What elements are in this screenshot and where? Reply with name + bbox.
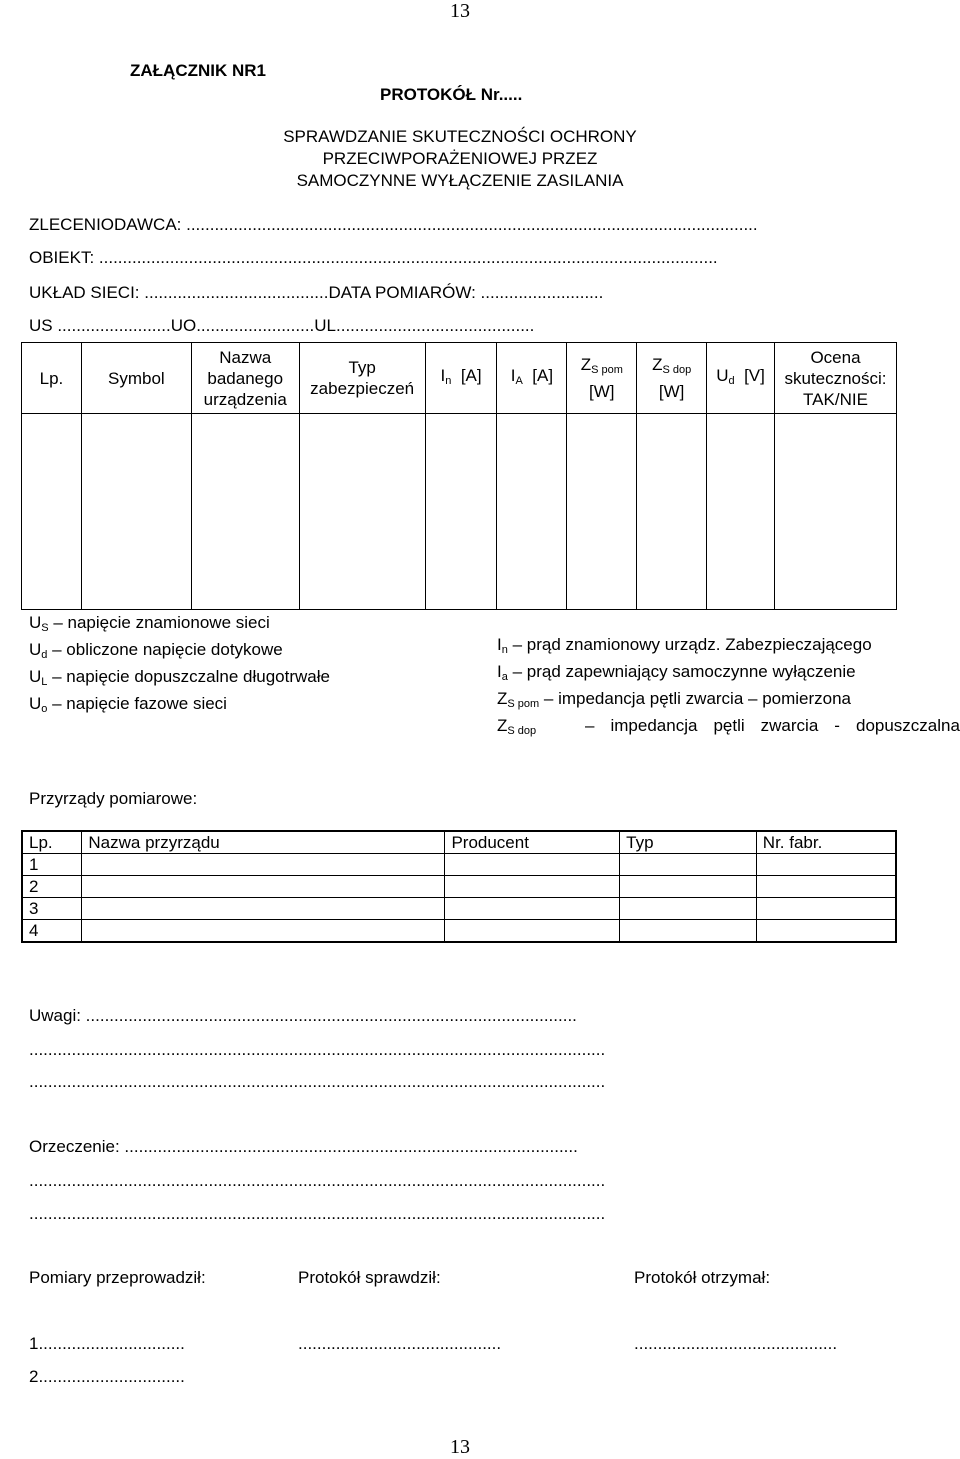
header-zs-pom: [567, 343, 637, 414]
unit: [W]: [658, 382, 685, 401]
remarks-line: ..........................................................................................................................: [29, 1072, 606, 1091]
header-line: skuteczności:: [784, 368, 887, 388]
table-row: [22, 920, 896, 943]
page-number-bottom: 13: [450, 1436, 470, 1458]
protocol-title: PROTOKÓŁ Nr.....: [380, 85, 523, 104]
table-cell[interactable]: [756, 854, 896, 876]
header-lp: Lp.: [22, 831, 82, 854]
measurement-table: [21, 342, 897, 610]
row-number: 1: [22, 854, 82, 876]
header-symbol: Symbol: [81, 343, 191, 414]
row-number: 3: [22, 898, 82, 920]
unit: [W]: [589, 382, 615, 401]
header-producer: Producent: [445, 831, 620, 854]
header-line: TAK/NIE: [803, 389, 868, 409]
signature-performed-label: Pomiary przeprowadził:: [29, 1268, 206, 1287]
legend-right: [497, 634, 960, 742]
header-ud: [707, 343, 775, 414]
header-line: urządzenia: [203, 389, 287, 409]
table-cell[interactable]: [620, 876, 757, 898]
subtitle-line: SAMOCZYNNE WYŁĄCZENIE ZASILANIA: [296, 171, 624, 190]
legend-item: $U_o$ – napięcie fazowe sieci: [29, 694, 227, 715]
table-cell[interactable]: [756, 920, 896, 943]
table-cell[interactable]: [445, 854, 620, 876]
row-number: 2: [22, 876, 82, 898]
header-line: Typ: [348, 358, 376, 377]
header-lp: Lp.: [22, 343, 82, 414]
unit: [A]: [460, 365, 482, 385]
header-line: zabezpieczeń: [310, 379, 415, 398]
object-field: OBIEKT: ...................................................................................................................................: [29, 248, 718, 267]
table-cell[interactable]: [620, 854, 757, 876]
header-ia: [497, 343, 567, 414]
table-cell[interactable]: [620, 920, 757, 943]
header-line: Ocena: [810, 347, 861, 367]
symbol-sub: d: [728, 374, 735, 387]
table-cell[interactable]: [637, 414, 707, 610]
header-line: badanego: [207, 368, 284, 388]
header-evaluation: [774, 343, 896, 414]
table-cell[interactable]: [81, 414, 191, 610]
table-cell[interactable]: [22, 414, 82, 610]
header-in: [425, 343, 497, 414]
header-serial-number: Nr. fabr.: [756, 831, 896, 854]
page-number-top: 13: [450, 0, 470, 22]
table-cell[interactable]: [425, 414, 497, 610]
decision-label: Orzeczenie: ................................................................................................: [29, 1137, 578, 1156]
table-header-row: [22, 343, 897, 414]
legend-item: $Z_{S dop}$ – impedancja pętli zwarcia - dopuszczalna: [497, 716, 960, 737]
signature-performed-line: 2...............................: [29, 1367, 185, 1386]
unit: [A]: [532, 365, 554, 385]
table-cell[interactable]: [299, 414, 425, 610]
client-field: ZLECENIODAWCA: .........................................................................................................................: [29, 215, 758, 234]
remarks-label: Uwagi: ........................................................................................................: [29, 1006, 577, 1025]
unit: [V]: [744, 365, 765, 385]
header-type: Typ: [620, 831, 757, 854]
subtitle-line: PRZECIWPORAŻENIOWEJ PRZEZ: [322, 149, 598, 168]
table-cell[interactable]: [567, 414, 637, 610]
header-protection-type: [299, 343, 425, 414]
table-cell[interactable]: [191, 414, 299, 610]
decision-line: ..........................................................................................................................: [29, 1204, 606, 1223]
symbol-sub: S dop: [662, 364, 692, 376]
symbol-main: I: [510, 365, 516, 385]
table-row: [22, 854, 896, 876]
voltages-field: US ........................UO.........................UL..........................................: [29, 316, 535, 335]
legend-item: $U_d$ – obliczone napięcie dotykowe: [29, 640, 283, 661]
table-cell[interactable]: [707, 414, 775, 610]
signature-received-label: Protokół otrzymał:: [634, 1268, 771, 1287]
symbol-main: I: [440, 365, 446, 385]
symbol-sub: S pom: [591, 364, 623, 376]
legend-item: $U_L$ – napięcie dopuszczalne długotrwałe: [29, 667, 330, 688]
legend-left: [29, 612, 330, 720]
table-cell[interactable]: [445, 898, 620, 920]
header-device-name: [191, 343, 299, 414]
table-cell[interactable]: [774, 414, 896, 610]
signature-performed-line: 1...............................: [29, 1334, 185, 1353]
signature-checked-line: ...........................................: [298, 1334, 502, 1353]
instruments-label: Przyrządy pomiarowe:: [29, 789, 198, 808]
table-cell[interactable]: [82, 876, 445, 898]
legend-item: $I_a$ – prąd zapewniający samoczynne wyłączenie: [497, 662, 856, 683]
header-zs-dop: [637, 343, 707, 414]
table-row: [22, 898, 896, 920]
table-cell[interactable]: [620, 898, 757, 920]
instruments-table: [21, 830, 897, 943]
table-cell[interactable]: [82, 920, 445, 943]
remarks-line: ..........................................................................................................................: [29, 1040, 606, 1059]
network-date-field: UKŁAD SIECI: .......................................DATA POMIARÓW: ..........................: [29, 283, 604, 302]
table-cell[interactable]: [82, 854, 445, 876]
symbol-main: Z: [652, 355, 663, 374]
signature-received-line: ...........................................: [634, 1334, 838, 1353]
header-instrument-name: Nazwa przyrządu: [82, 831, 445, 854]
symbol-main: U: [716, 365, 729, 385]
symbol-sub: A: [515, 374, 523, 387]
legend-item: $U_S$ – napięcie znamionowe sieci: [29, 613, 270, 634]
table-cell[interactable]: [756, 898, 896, 920]
header-line: Nazwa: [219, 347, 272, 367]
legend-item: $Z_{S pom}$ – impedancja pętli zwarcia – pomierzona: [497, 689, 852, 710]
table-header-row: [22, 831, 896, 854]
symbol-main: Z: [580, 355, 592, 374]
symbol-sub: n: [445, 374, 452, 387]
document-subtitle: [0, 126, 920, 192]
table-row: [22, 876, 896, 898]
signature-checked-label: Protokół sprawdził:: [298, 1268, 441, 1287]
row-number: 4: [22, 920, 82, 943]
decision-line: ..........................................................................................................................: [29, 1171, 606, 1190]
table-body-row: [22, 414, 897, 610]
subtitle-line: SPRAWDZANIE SKUTECZNOŚCI OCHRONY: [283, 127, 637, 146]
table-cell[interactable]: [445, 920, 620, 943]
table-cell[interactable]: [445, 876, 620, 898]
table-cell[interactable]: [756, 876, 896, 898]
legend-item: $I_n$ – prąd znamionowy urządz. Zabezpieczającego: [497, 635, 872, 656]
table-cell[interactable]: [497, 414, 567, 610]
annex-title: ZAŁĄCZNIK NR1: [130, 61, 266, 80]
table-cell[interactable]: [82, 898, 445, 920]
